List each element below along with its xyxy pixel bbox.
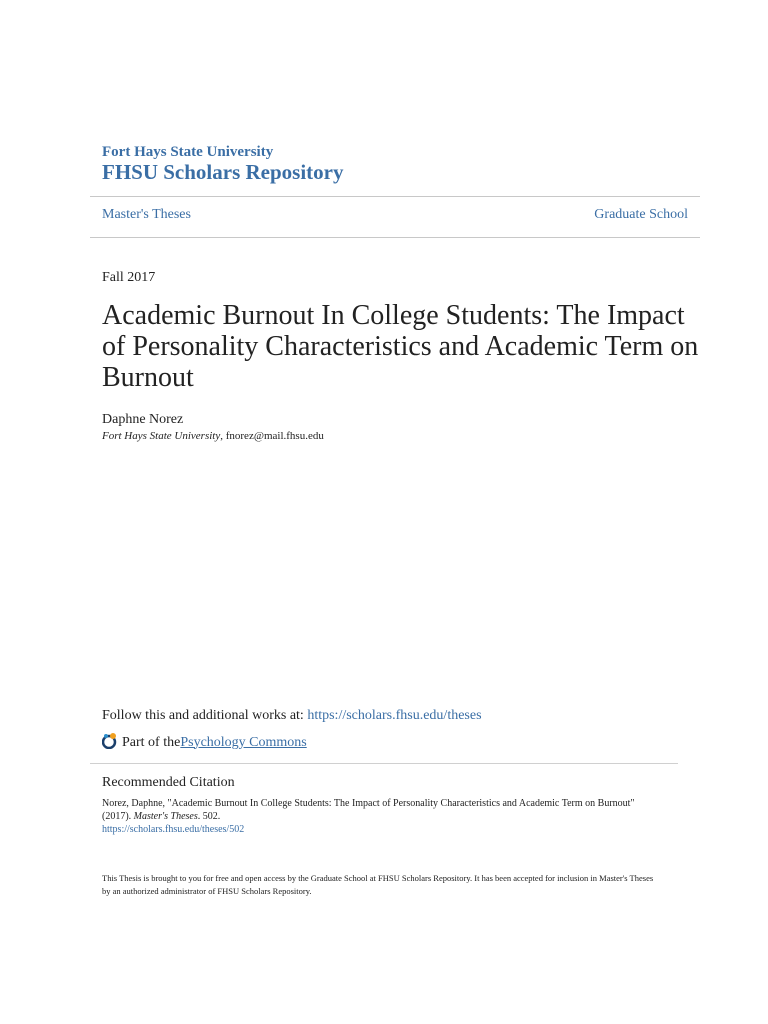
citation-main: Norez, Daphne, "Academic Burnout In College Students: The Impact of Personality Characteristics and Academic Term on Burnout" (2017). bbox=[102, 798, 635, 822]
commons-network-icon bbox=[102, 731, 122, 754]
part-of-label: Part of the bbox=[122, 734, 181, 750]
citation-divider bbox=[90, 763, 678, 764]
university-name: Fort Hays State University bbox=[102, 144, 274, 160]
repository-name[interactable]: FHSU Scholars Repository bbox=[102, 160, 344, 184]
nav-divider bbox=[90, 237, 700, 238]
author-name: Daphne Norez bbox=[102, 412, 184, 427]
citation-text bbox=[102, 797, 662, 823]
graduate-school-link[interactable]: Graduate School bbox=[594, 207, 688, 222]
citation-heading: Recommended Citation bbox=[102, 775, 235, 790]
part-of-line bbox=[102, 731, 307, 754]
follow-label: Follow this and additional works at: bbox=[102, 708, 308, 723]
author-email: , fnorez@mail.fhsu.edu bbox=[220, 430, 324, 442]
access-footnote: This Thesis is brought to you for free and open access by the Graduate School at FHSU Scholars Repository. It has been accepted for inclusion in Master's Theses by an authorized administrator of FHSU Scholars Repository. bbox=[102, 873, 654, 896]
follow-line bbox=[102, 708, 482, 724]
psychology-commons-link[interactable]: Psychology Commons bbox=[180, 734, 307, 750]
author-affiliation bbox=[102, 430, 324, 442]
publication-date: Fall 2017 bbox=[102, 270, 156, 285]
citation-url-link[interactable]: https://scholars.fhsu.edu/theses/502 bbox=[102, 824, 245, 835]
top-divider bbox=[90, 196, 700, 197]
affiliation-name: Fort Hays State University bbox=[102, 430, 221, 442]
thesis-title: Academic Burnout In College Students: The Impact of Personality Characteristics and Academic Term on Burnout bbox=[102, 300, 699, 393]
citation-series: Master's Theses bbox=[133, 811, 198, 822]
masters-theses-link[interactable]: Master's Theses bbox=[102, 207, 191, 222]
theses-url-link[interactable]: https://scholars.fhsu.edu/theses bbox=[307, 708, 482, 723]
citation-number: . 502. bbox=[197, 811, 221, 822]
